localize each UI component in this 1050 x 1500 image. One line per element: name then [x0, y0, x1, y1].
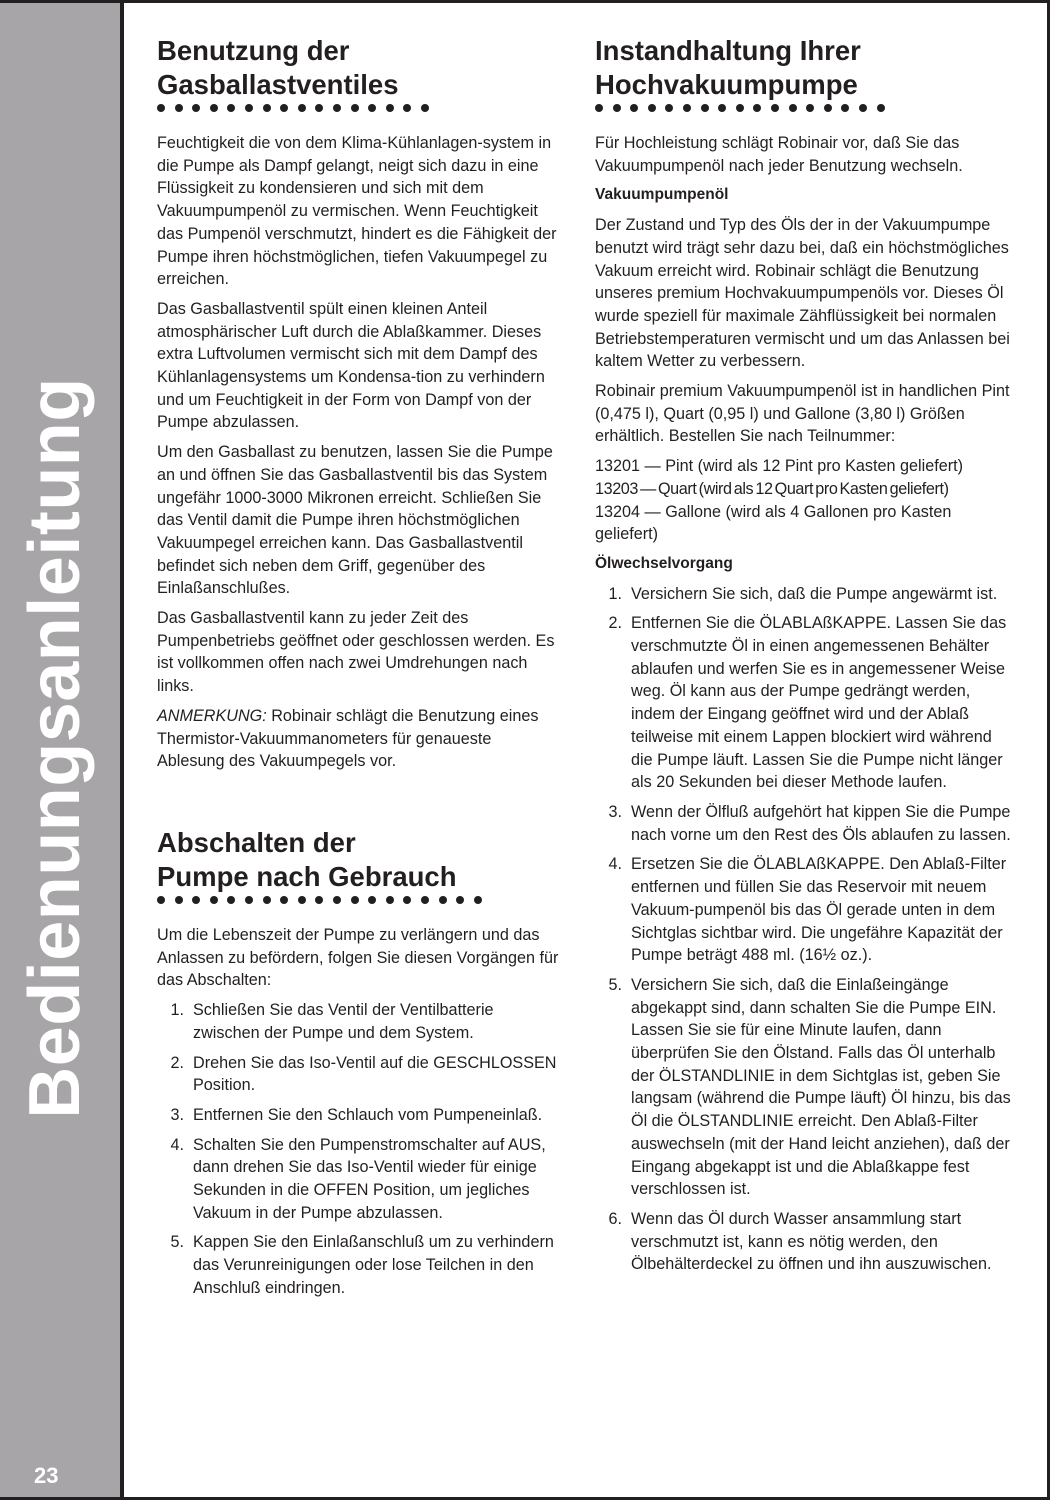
step-number: 6.: [608, 1209, 622, 1228]
paragraph: Das Gasballastventil spült einen kleinen Anteil atmosphärischer Luft durch die Ablaßkammer. Dieses extra Luftvolumen vermischt sich mit dem Dampf des Kühlanlagensystems um Kondensa-tion zu verhindern und um Feuchtigkeit in der Form von Dampf von der Pumpe abzulassen.: [157, 299, 545, 432]
heading-shutdown: [157, 826, 562, 894]
list-item: [157, 1134, 562, 1225]
subheading-oil: Vakuumpumpenöl: [595, 186, 729, 204]
list-item: [595, 853, 1015, 967]
dot: [665, 104, 673, 112]
dot: [298, 104, 306, 112]
dot: [806, 104, 814, 112]
dot: [263, 104, 271, 112]
list-item: [595, 612, 1015, 794]
dot: [245, 104, 253, 112]
dot: [421, 104, 429, 112]
step-text: Wenn das Öl durch Wasser ansammlung start verschmutzt ist, kann es nötig werden, den Ölbehälterdeckel zu öffnen und ihn auszuwischen.: [631, 1209, 992, 1274]
dot: [595, 104, 603, 112]
dot-divider: [157, 104, 562, 114]
step-number: 3.: [608, 802, 622, 821]
part-number-line: 13204 — Gallone (wird als 4 Gallonen pro Kasten geliefert): [595, 502, 952, 544]
dot: [789, 104, 797, 112]
dot: [227, 104, 235, 112]
dot: [736, 104, 744, 112]
heading-maintenance: [595, 34, 1015, 102]
dot: [439, 896, 447, 904]
step-number: 2.: [608, 614, 622, 633]
dot: [701, 104, 709, 112]
note-label: ANMERKUNG:: [157, 706, 267, 725]
shutdown-steps: [157, 999, 562, 1299]
step-number: 1.: [170, 1001, 184, 1020]
step-text: Schalten Sie den Pumpenstromschalter auf AUS, dann drehen Sie das Iso-Ventil wieder für einige Sekunden in die OFFEN Position, um jegliches Vakuum in der Pumpe abzulassen.: [193, 1135, 546, 1222]
dot: [333, 896, 341, 904]
dot: [718, 104, 726, 112]
dot: [386, 104, 394, 112]
step-number: 3.: [170, 1105, 184, 1124]
subheading-oil-change: Ölwechselvorgang: [595, 554, 733, 572]
dot: [877, 104, 885, 112]
paragraph: Robinair premium Vakuumpumpenöl ist in handlichen Pint (0,475 l), Quart (0,95 l) und Gallone (3,80 l) Größen erhältlich. Bestellen Sie nach Teilnummer:: [595, 382, 1010, 446]
note: [157, 705, 562, 773]
sidebar: [0, 0, 124, 1500]
dot: [315, 896, 323, 904]
paragraph: Um die Lebenszeit der Pumpe zu verlängern und das Anlassen zu befördern, folgen Sie diesen Vorgängen für das Abschalten:: [157, 925, 559, 990]
heading-line: Pumpe nach Gebrauch: [157, 860, 457, 892]
step-text: Entfernen Sie die ÖLABLAßKAPPE. Lassen Sie das verschmutzte Öl in einen angemessenen Behälter ablaufen und werfen Sie es in angemessener Weise weg. Öl kann aus der Pumpe gedrängt werden, indem der Eingang geöffnet wird und der Ablaß teilweise mit einem Lappen blockiert wird während die Pumpe läuft. Lassen Sie die Pumpe nicht länger als 20 Sekunden bei dieser Methode laufen.: [631, 614, 1007, 792]
dot: [157, 896, 165, 904]
paragraph: Das Gasballastventil kann zu jeder Zeit des Pumpenbetriebs geöffnet oder geschlossen werden. Es ist vollkommen offen nach zwei Umdrehungen nach links.: [157, 609, 555, 696]
step-text: Drehen Sie das Iso-Ventil auf die GESCHLOSSEN Position.: [193, 1053, 557, 1095]
step-number: 1.: [608, 584, 622, 603]
paragraph: Um den Gasballast zu benutzen, lassen Sie die Pumpe an und öffnen Sie das Gasballastventil bis das System ungefähr 1000-3000 Mikronen erreicht. Schließen Sie das Ventil damit die Pumpe ihren höchstmöglichen Vakuumpegel erreichen kann. Das Gasballastventil befindet sich neben dem Griff, gegenüber des Einlaßanschlußes.: [157, 443, 553, 598]
heading-line: Benutzung der: [157, 35, 350, 66]
dot: [192, 104, 200, 112]
dot: [859, 104, 867, 112]
heading-line: Hochvakuumpumpe: [595, 69, 858, 100]
page-number: 23: [34, 1463, 59, 1488]
right-column: [595, 34, 1015, 1283]
dot-divider: [595, 104, 1015, 114]
dot: [280, 104, 288, 112]
dot: [157, 104, 165, 112]
step-number: 4.: [170, 1135, 184, 1154]
step-number: 5.: [170, 1233, 184, 1252]
paragraph: Feuchtigkeit die von dem Klima-Kühlanlagen-system in die Pumpe als Dampf gelangt, neigt sich dazu in eine Flüssigkeit zu kondensieren und sich mit dem Vakuumpumpenöl zu vermischen. Wenn Feuchtigkeit das Pumpenöl verschmutzt, hindert es die Fähigkeit der Pumpe ihren höchstmöglichen, tiefen Vakuumpegel zu erreichen.: [157, 134, 557, 289]
heading-line: Abschalten der: [157, 826, 356, 858]
note-text: Robinair schlägt die Benutzung eines Thermistor-Vakuummanometers für genaueste Ablesung des Vakuumpegels vor.: [157, 706, 539, 771]
step-text: Wenn der Ölfluß aufgehört hat kippen Sie die Pumpe nach vorne um den Rest des Öls ablaufen zu lassen.: [631, 802, 1011, 844]
step-text: Versichern Sie sich, daß die Pumpe angewärmt ist.: [631, 584, 998, 603]
step-text: Kappen Sie den Einlaßanschluß um zu verhindern das Verunreinigungen oder lose Teilchen in den Anschluß eindringen.: [193, 1233, 554, 1297]
dot: [648, 104, 656, 112]
heading-line: Gasballastventiles: [157, 69, 399, 100]
dot: [683, 104, 691, 112]
step-text: Schließen Sie das Ventil der Ventilbatterie zwischen der Pumpe und dem System.: [193, 1001, 494, 1042]
step-text: Entfernen Sie den Schlauch vom Pumpeneinlaß.: [193, 1105, 543, 1124]
step-text: Versichern Sie sich, daß die Einlaßeingänge abgekappt sind, dann schalten Sie die Pumpe EIN. Lassen Sie sie für eine Minute laufen, dann überprüfen Sie den Ölstand. Falls das Öl unterhalb der ÖLSTANDLINIE in dem Sichtglas ist, geben Sie langsam (während die Pumpe läuft) Öl hinzu, bis das Öl die ÖLSTANDLINIE erreicht. Den Ablaß-Filter auswechseln (mit der Hand leicht anziehen), daß der Eingang abgekappt ist und die Ablaßkappe fest verschlossen ist.: [631, 975, 1011, 1199]
dot: [280, 896, 288, 904]
part-number-line: 13203 — Quart (wird als 12 Quart pro Kasten geliefert): [595, 479, 949, 498]
dot: [245, 896, 253, 904]
dot: [630, 104, 638, 112]
dot: [613, 104, 621, 112]
step-text: Ersetzen Sie die ÖLABLAßKAPPE. Den Ablaß-Filter entfernen und füllen Sie das Reservoir mit neuem Vakuum-pumpenöl bis das Öl gerade unten in dem Sichtglas sichtbar wird. Die ungefähre Kapazität der Pumpe beträgt 488 ml. (16½ oz.).: [631, 855, 1007, 965]
dot: [456, 896, 464, 904]
dot: [210, 104, 218, 112]
dot: [403, 896, 411, 904]
part-numbers: [595, 455, 1015, 546]
dot: [368, 104, 376, 112]
dot-divider: [157, 896, 562, 906]
paragraph: Der Zustand und Typ des Öls der in der Vakuumpumpe benutzt wird trägt sehr dazu bei, daß ein höchstmögliches Vakuum erreicht wird. Robinair schlägt die Benutzung unseres premium Hochvakuumpumpenöls vor. Dieses Öl wurde speziell für maximale Zähflüssigkeit bei normalen Betriebstemperaturen vermischt und um das Anlassen bei kaltem Wetter zu verbessern.: [595, 216, 1010, 371]
step-number: 4.: [608, 855, 622, 874]
list-item: [595, 801, 1015, 846]
dot: [351, 896, 359, 904]
list-item: [157, 1104, 562, 1127]
dot: [192, 896, 200, 904]
list-item: [595, 1208, 1015, 1276]
step-number: 5.: [608, 975, 622, 994]
dot: [175, 104, 183, 112]
dot: [333, 104, 341, 112]
oil-change-steps: [595, 583, 1015, 1276]
dot: [351, 104, 359, 112]
list-item: [157, 1231, 562, 1299]
left-column: [157, 34, 562, 1307]
dot: [175, 896, 183, 904]
dot: [753, 104, 761, 112]
heading-line: Instandhaltung Ihrer: [595, 35, 861, 66]
dot: [298, 896, 306, 904]
dot: [210, 896, 218, 904]
dot: [227, 896, 235, 904]
dot: [315, 104, 323, 112]
heading-gas-ballast: [157, 34, 562, 102]
dot: [386, 896, 394, 904]
list-item: [595, 583, 1015, 606]
list-item: [595, 974, 1015, 1201]
dot: [368, 896, 376, 904]
dot: [771, 104, 779, 112]
list-item: [157, 1052, 562, 1097]
part-number-line: 13201 — Pint (wird als 12 Pint pro Kasten geliefert): [595, 457, 964, 476]
dot: [403, 104, 411, 112]
step-number: 2.: [170, 1053, 184, 1072]
dot: [824, 104, 832, 112]
dot: [263, 896, 271, 904]
list-item: [157, 999, 562, 1044]
paragraph: Für Hochleistung schlägt Robinair vor, daß Sie das Vakuumpumpenöl nach jeder Benutzung wechseln.: [595, 134, 963, 175]
dot: [841, 104, 849, 112]
vertical-section-title: Bedienungsanleitung: [15, 377, 95, 1119]
dot: [421, 896, 429, 904]
dot: [474, 896, 482, 904]
